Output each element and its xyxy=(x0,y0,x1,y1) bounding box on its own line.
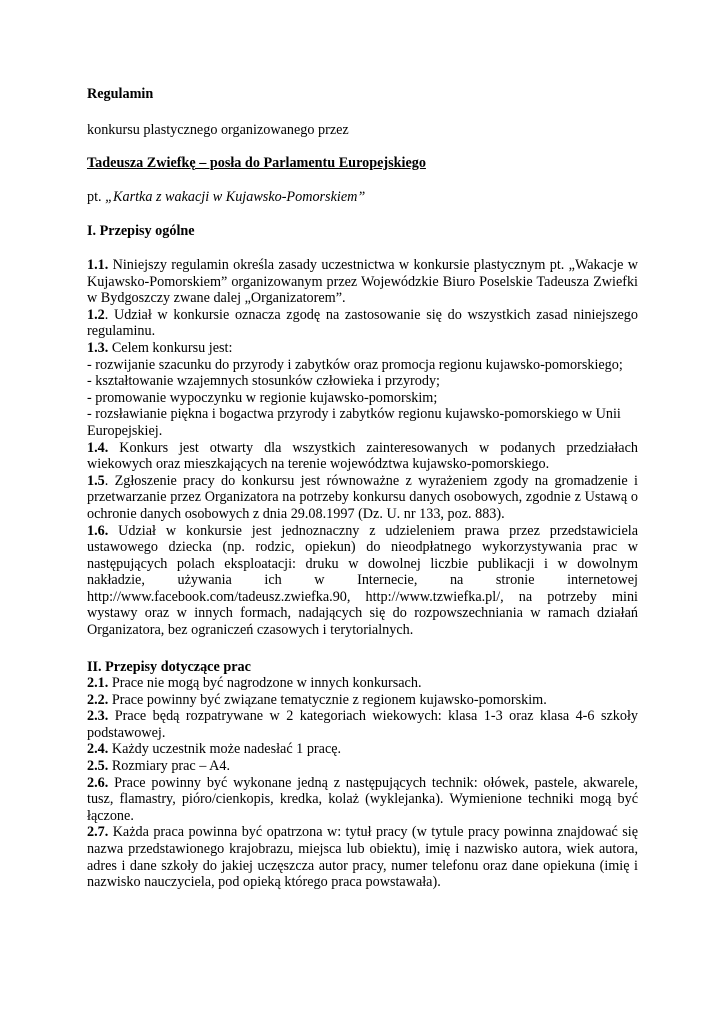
organizer-name: Tadeusza Zwiefkę – posła do Parlamentu Europejskiego xyxy=(87,155,426,171)
paragraph-1-6 xyxy=(87,523,638,639)
paragraph-1-1 xyxy=(87,257,638,307)
paragraph-text: Celem konkursu jest: xyxy=(108,339,233,356)
paragraph-number: 2.5. xyxy=(87,757,109,774)
paragraph-2-5 xyxy=(87,758,638,775)
document-subtitle: konkursu plastycznego organizowanego przez xyxy=(87,122,349,138)
paragraph-text: Rozmiary prac – A4. xyxy=(108,757,231,774)
paragraph-text: Prace powinny być związane tematycznie z regionem kujawsko-pomorskim. xyxy=(108,691,547,708)
contest-prefix: pt. xyxy=(87,189,106,205)
paragraph-text: Udział w konkursie jest jednoznaczny z udzieleniem prawa przez przedstawiciela ustawowego dziecka (np. rodzic, opiekun) do nieodpłatnego wykorzystywania prac w następujących polach eksploatacji: druku w dowolnej liczbie publikacji i w dowolnym nakładzie, używania ich w Internecie, na stronie internetowej http://www.facebook.com/tadeusz.zwiefka.90, http://www.tzwiefka.pl/, na potrzeby mini wystawy oraz w innych formach, nadających się do rozpowszechniania w ramach działań Organizatora, bez ograniczeń czasowych i terytorialnych. xyxy=(87,522,638,639)
paragraph-2-2 xyxy=(87,692,638,709)
goal-item: - rozwijanie szacunku do przyrody i zabytków oraz promocja regionu kujawsko-pomorskiego; xyxy=(87,356,623,373)
paragraph-1-4 xyxy=(87,440,638,473)
paragraph-1-2 xyxy=(87,307,638,340)
paragraph-number: 2.1. xyxy=(87,675,109,691)
paragraph-number: 1.2 xyxy=(87,306,105,323)
paragraph-text: Niniejszy regulamin określa zasady uczestnictwa w konkursie plastycznym pt. „Wakacje w Kujawsko-Pomorskiem” organizowanym przez Wojewódzkie Biuro Poselskie Tadeusza Zwiefki w Bydgoszczy zwane dalej „Organizatorem”. xyxy=(87,257,638,307)
section-1-heading: I. Przepisy ogólne xyxy=(87,223,195,239)
paragraph-number: 2.4. xyxy=(87,741,109,758)
paragraph-text: Każdy uczestnik może nadesłać 1 pracę. xyxy=(108,741,342,758)
paragraph-2-7 xyxy=(87,824,638,890)
goal-item: - kształtowanie wzajemnych stosunków człowieka i przyrody; xyxy=(87,373,441,390)
document-title: Regulamin xyxy=(87,86,154,102)
paragraph-number: 1.4. xyxy=(87,439,109,456)
section-1-body xyxy=(87,257,638,639)
paragraph-text: Prace nie mogą być nagrodzone w innych konkursach. xyxy=(108,675,422,691)
contest-title xyxy=(87,189,638,206)
goal-item: - rozsławianie piękna i bogactwa przyrody i zabytków regionu kujawsko-pomorskiego w Unii Europejskiej. xyxy=(87,406,621,439)
paragraph-number: 2.2. xyxy=(87,691,109,708)
paragraph-2-3 xyxy=(87,708,638,741)
paragraph-number: 2.3. xyxy=(87,708,109,725)
paragraph-2-4 xyxy=(87,741,638,758)
paragraph-text: . Zgłoszenie pracy do konkursu jest równoważne z wyrażeniem zgody na gromadzenie i przetwarzanie przez Organizatora na potrzeby konkursu danych osobowych, zgodnie z Ustawą o ochronie danych osobowych z dnia 29.08.1997 (Dz. U. nr 133, poz. 883). xyxy=(87,472,638,522)
goal-item: - promowanie wypoczynku w regionie kujawsko-pomorskim; xyxy=(87,389,438,406)
section-2-body xyxy=(87,675,638,891)
paragraph-number: 1.6. xyxy=(87,522,109,539)
paragraph-number: 2.6. xyxy=(87,774,109,791)
paragraph-1-3 xyxy=(87,340,638,357)
paragraph-text: Prace powinny być wykonane jedną z następujących technik: ołówek, pastele, akwarele, tusz, flamastry, pióro/cienkopis, kredka, kolaż (wyklejanka). Wymienione techniki mogą być łączone. xyxy=(87,774,638,824)
paragraph-2-1 xyxy=(87,675,638,692)
paragraph-number: 1.1. xyxy=(87,257,109,273)
paragraph-text: Prace będą rozpatrywane w 2 kategoriach wiekowych: klasa 1-3 oraz klasa 4-6 szkoły podstawowej. xyxy=(87,708,638,741)
paragraph-1-5 xyxy=(87,473,638,523)
paragraph-text: . Udział w konkursie oznacza zgodę na zastosowanie się do wszystkich zasad niniejszego regulaminu. xyxy=(87,306,638,340)
contest-name: „Kartka z wakacji w Kujawsko-Pomorskiem” xyxy=(105,189,366,205)
paragraph-number: 1.5 xyxy=(87,472,105,489)
paragraph-number: 2.7. xyxy=(87,824,109,841)
paragraph-number: 1.3. xyxy=(87,339,109,356)
paragraph-2-6 xyxy=(87,775,638,825)
paragraph-text: Każda praca powinna być opatrzona w: tytuł pracy (w tytule pracy powinna znajdować się nazwa przedstawionego krajobrazu, miejsca lub obiektu), imię i nazwisko autora, wiek autora, adres i dane szkoły do jakiej uczęszcza autor pracy, numer telefonu oraz dane opiekuna (imię i nazwisko nauczyciela, pod opieką którego praca powstawała). xyxy=(87,824,638,891)
paragraph-text: Konkurs jest otwarty dla wszystkich zainteresowanych w podanych przedziałach wiekowych oraz mieszkających na terenie województwa kujawsko-pomorskiego. xyxy=(87,439,638,473)
section-2-heading: II. Przepisy dotyczące prac xyxy=(87,659,251,675)
